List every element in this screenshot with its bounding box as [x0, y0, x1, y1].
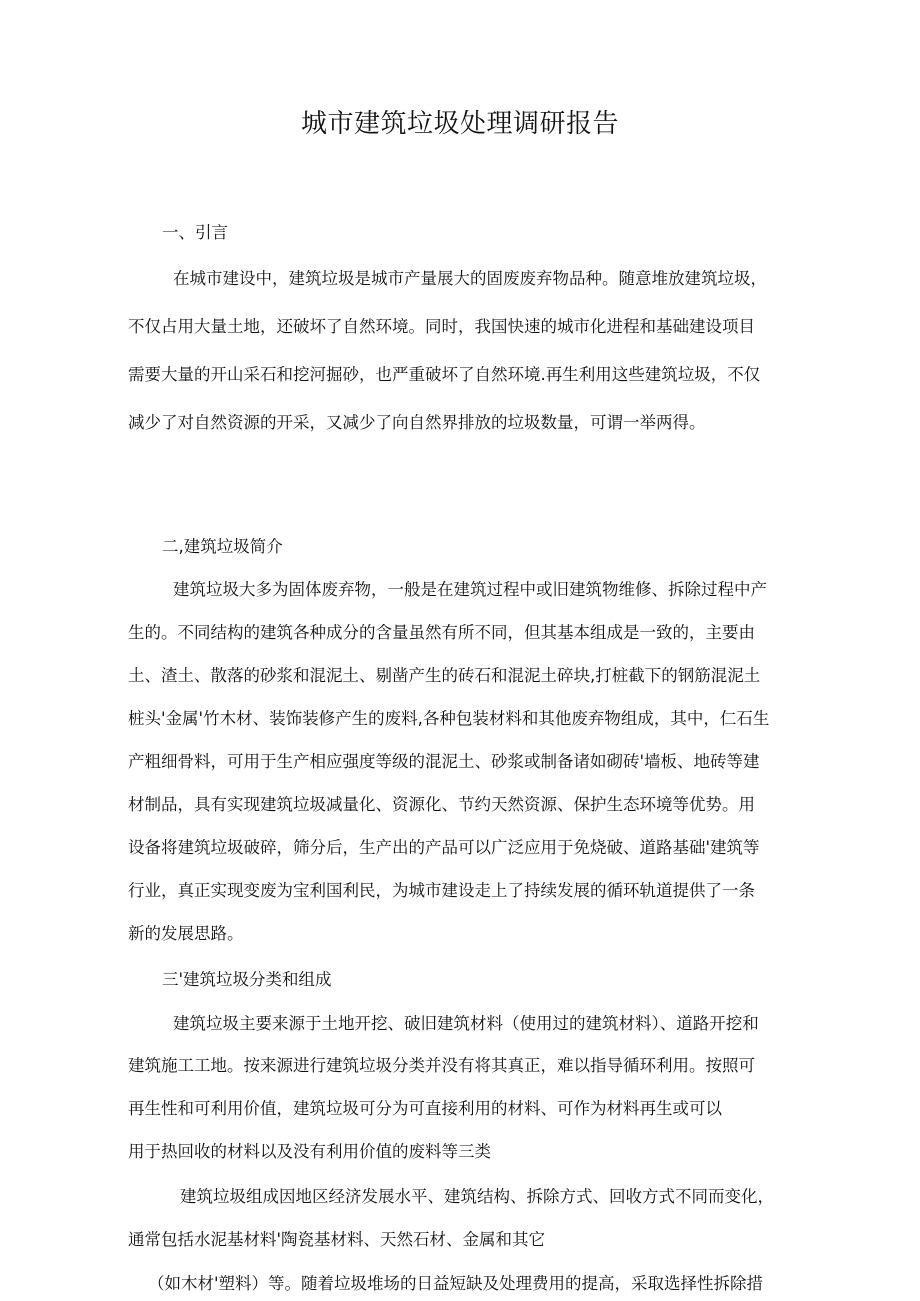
paragraph-line: 建筑施工工地。按来源进行建筑垃圾分类并没有将其真正，难以指导循环利用。按照可: [128, 1056, 755, 1075]
document-title: 城市建筑垃圾处理调研报告: [300, 109, 619, 139]
paragraph-line: 建筑垃圾组成因地区经济发展水平、建筑结构、拆除方式、回收方式不同而变化，: [180, 1187, 774, 1206]
paragraph-line: 行业，真正实现变废为宝利国利民，为城市建设走上了持续发展的循环轨道提供了一条: [128, 881, 755, 900]
paragraph-line: 不仅占用大量土地，还破坏了自然环境。同时，我国快速的城市化进程和基础建设项目: [128, 317, 755, 336]
paragraph-line: 桩头'金属'竹木材、装饰装修产生的废料,各种包装材料和其他废弃物组成，其中，仁石生: [128, 709, 770, 728]
paragraph-line: 减少了对自然资源的开采，又减少了向自然界排放的垃圾数量，可谓一举两得。: [128, 413, 706, 432]
paragraph-line: 建筑垃圾主要来源于土地开挖、破旧建筑材料（使用过的建筑材料）、道路开挖和: [173, 1014, 759, 1033]
paragraph-line: 用于热回收的材料以及没有利用价值的废料等三类: [128, 1142, 491, 1161]
paragraph-line: 通常包括水泥基材料'陶瓷基材料、天然石材、金属和其它: [128, 1230, 546, 1249]
paragraph-line: 需要大量的开山采石和挖河掘砂，也严重破坏了自然环境.再生利用这些建筑垃圾，不仅: [128, 365, 761, 384]
paragraph-line: 材制品，具有实现建筑垃圾减量化、资源化、节约天然资源、保护生态环境等优势。用: [128, 795, 755, 814]
section-heading-introduction: 一、引言: [162, 223, 228, 242]
paragraph-line: （如木材'塑料）等。随着垃圾堆场的日益短缺及处理费用的提高，采取选择性拆除措: [148, 1274, 764, 1293]
paragraph-line: 建筑垃圾大多为固体废弃物，一般是在建筑过程中或旧建筑物维修、拆除过程中产: [173, 580, 767, 599]
paragraph-line: 产粗细骨料，可用于生产相应强度等级的混泥土、砂浆或制备诸如砌砖'墙板、地砖等建: [128, 752, 760, 771]
paragraph-line: 新的发展思路。: [128, 924, 244, 943]
paragraph-line: 生的。不同结构的建筑各种成分的含量虽然有所不同，但其基本组成是一致的，主要由: [128, 623, 755, 642]
paragraph-line: 再生性和可利用价值，建筑垃圾可分为可直接利用的材料、可作为材料再生或可以: [128, 1099, 722, 1118]
section-heading-classification: 三'建筑垃圾分类和组成: [162, 970, 332, 989]
paragraph-line: 设备将建筑垃圾破碎，筛分后，生产出的产品可以广泛应用于免烧破、道路基础'建筑等: [128, 838, 760, 857]
paragraph-line: 土、渣土、散落的砂浆和混泥土、剔凿产生的砖石和混泥土碎块,打桩截下的钢筋混泥土: [128, 666, 761, 685]
section-heading-overview: 二,建筑垃圾简介: [162, 537, 283, 556]
paragraph-line: 在城市建设中，建筑垃圾是城市产量展大的固废废弃物品种。随意堆放建筑垃圾，: [173, 269, 767, 288]
